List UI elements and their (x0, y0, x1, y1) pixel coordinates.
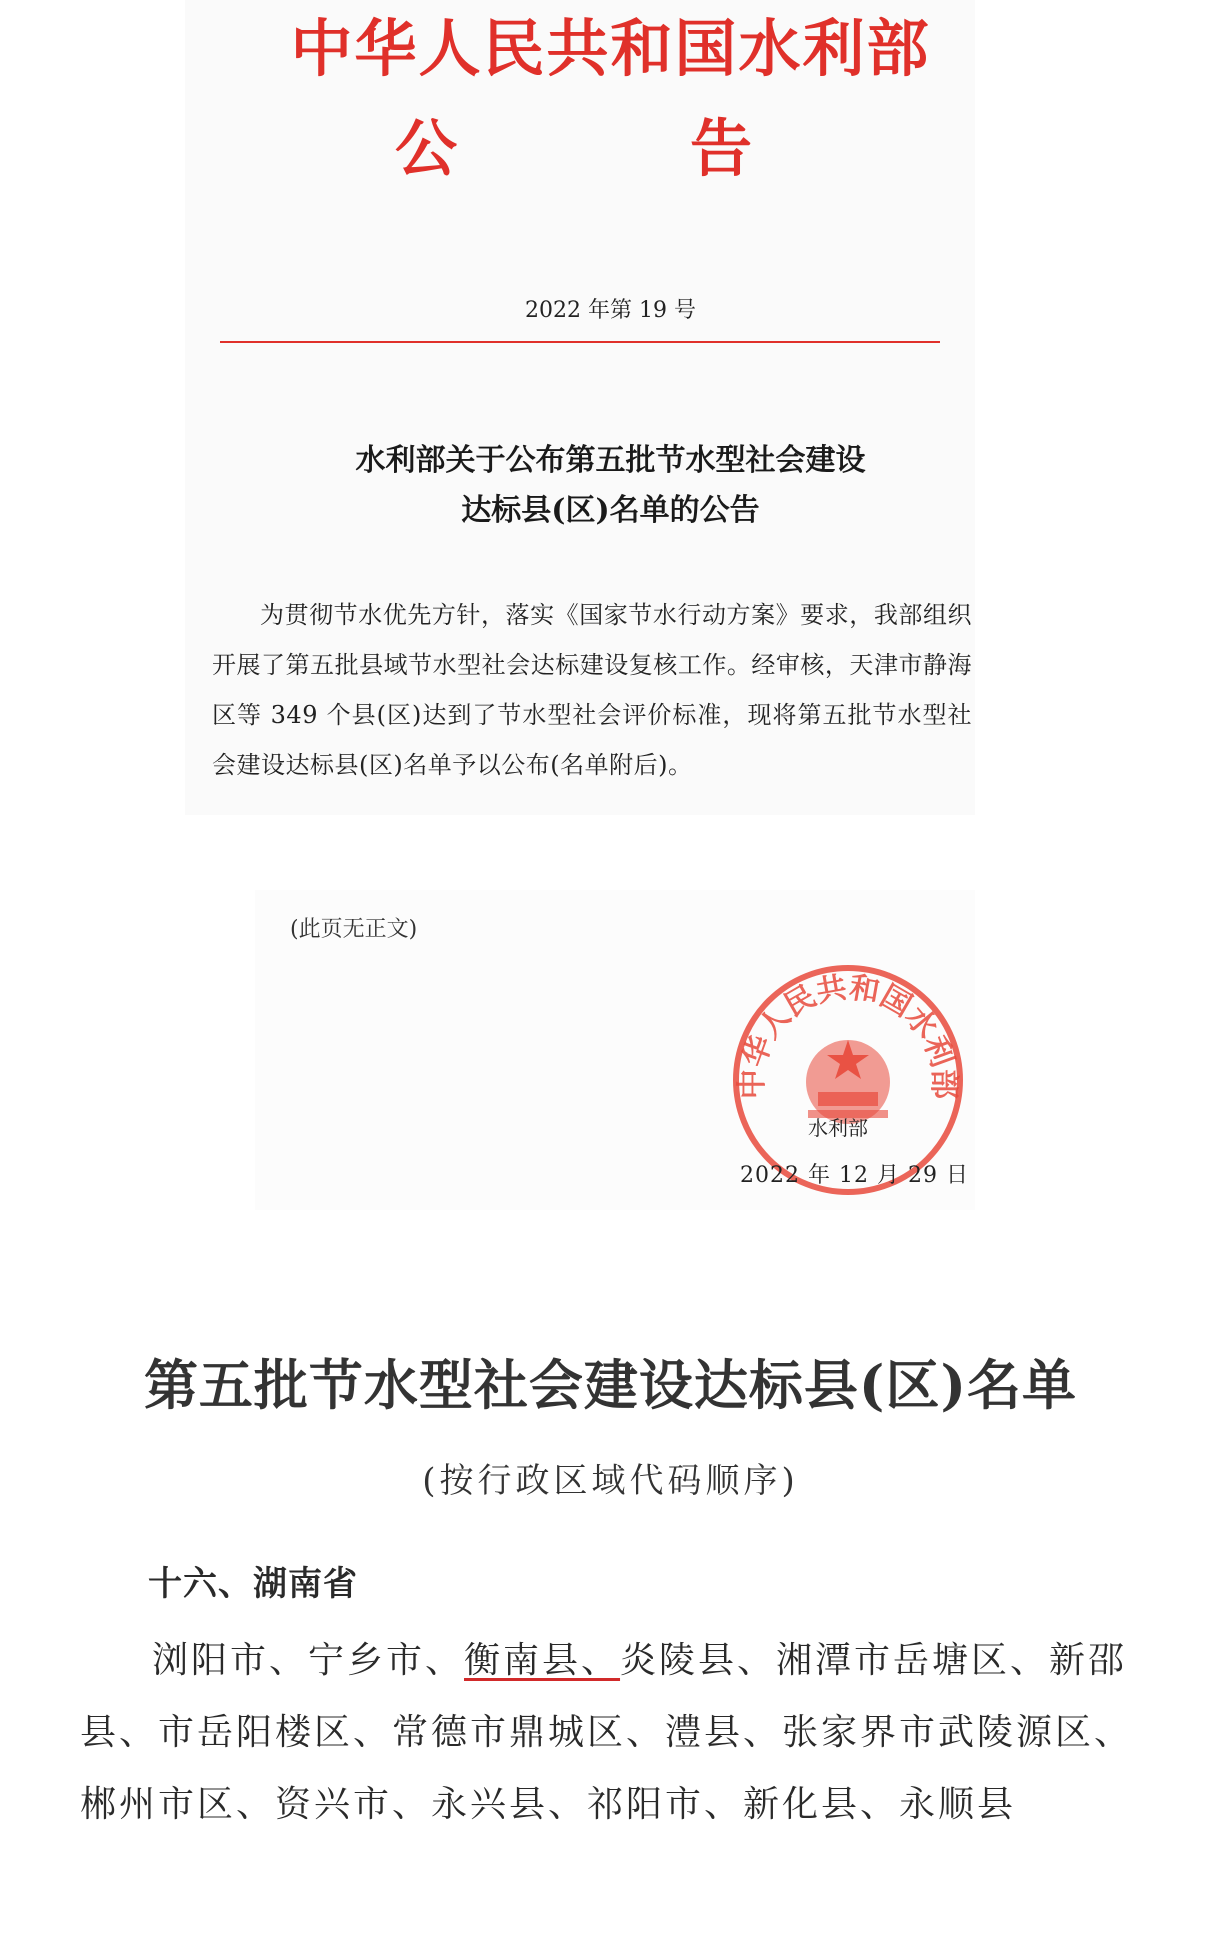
county-list-part-2: 炎陵县、湘潭市岳塘区、新邵县、市岳阳楼区、常德市鼎城区、澧县、张家界市武陵源区、郴州市区、资兴市、永兴县、祁阳市、新化县、永顺县 (80, 1640, 1134, 1825)
announcement-heading-char-2: 告 (690, 112, 753, 185)
ministry-name: 中华人民共和国水利部 (290, 12, 931, 85)
seal-text: 中华人民共和国水利部 (734, 970, 962, 1100)
announcement-heading-char-1: 公 (395, 112, 458, 185)
list-title: 第五批节水型社会建设达标县(区)名单 (143, 1353, 1078, 1417)
header-divider (220, 341, 940, 343)
list-subtitle: (按行政区域代码顺序) (422, 1461, 799, 1501)
highlighted-county: 衡南县、 (464, 1640, 621, 1681)
signature-date: 2022 年 12 月 29 日 (740, 1163, 969, 1188)
notice-body: 为贯彻节水优先方针，落实《国家节水行动方案》要求，我部组织开展了第五批县域节水型社会达标建设复核工作。经审核，天津市静海区等 349 个县(区)达到了节水型社会评价标准，现将第五批节水型社会建设达标县(区)名单予以公布(名单附后)。 (212, 601, 972, 779)
signer-name: 水利部 (808, 1116, 868, 1140)
county-list-part-1: 浏阳市、宁乡市、 (152, 1640, 465, 1681)
notice-title-line-1: 水利部关于公布第五批节水型社会建设 (355, 443, 866, 478)
county-list (80, 1625, 1150, 1841)
province-heading: 十六、湖南省 (148, 1564, 358, 1604)
notice-title-line-2: 达标县(区)名单的公告 (461, 493, 760, 528)
document-number: 2022 年第 19 号 (525, 298, 696, 323)
no-text-note: (此页无正文) (290, 917, 418, 942)
